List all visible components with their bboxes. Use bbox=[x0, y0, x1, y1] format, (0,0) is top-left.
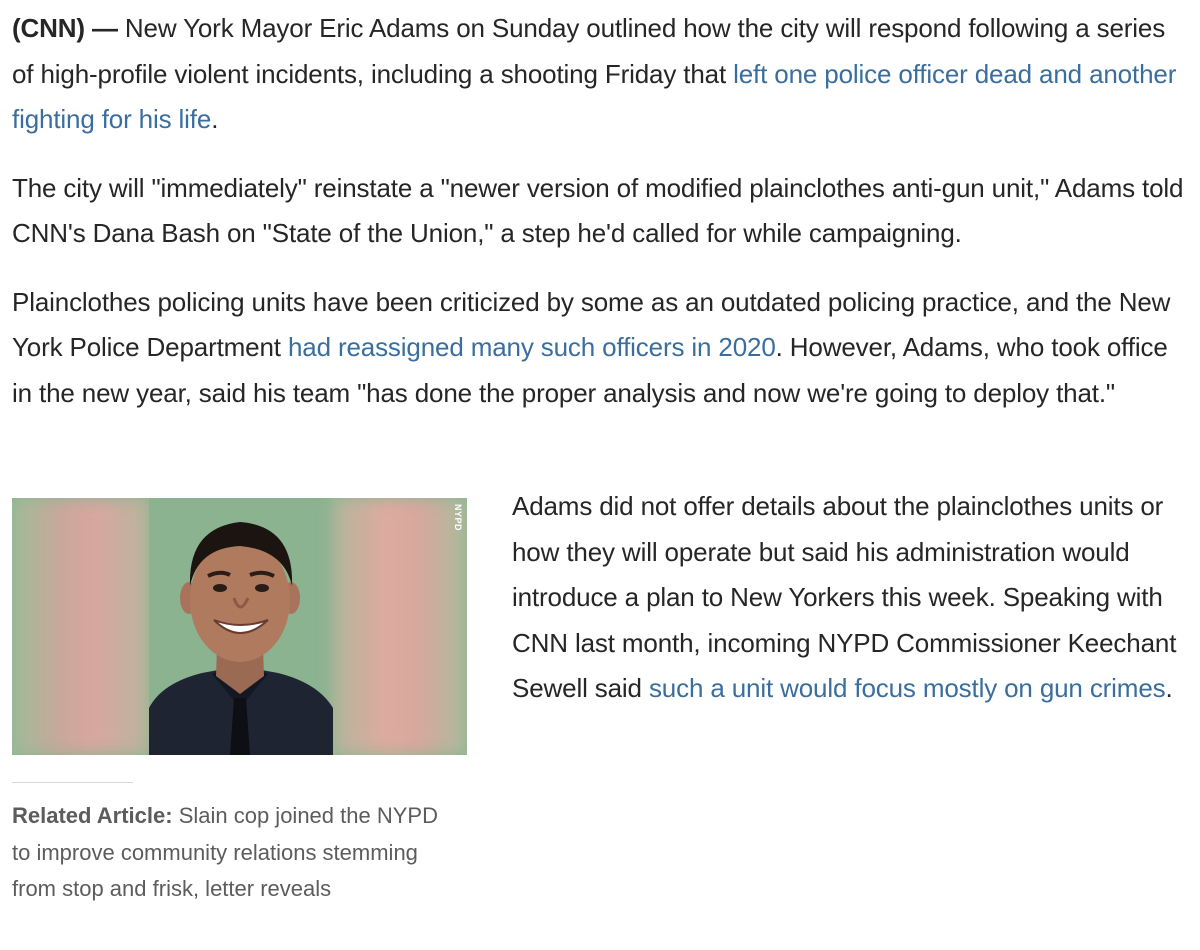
related-article[interactable] bbox=[12, 798, 442, 908]
related-article-text: Slain cop joined the NYPD to improve community relations stemming from stop and frisk, letter reveals bbox=[12, 803, 438, 901]
officer-photo[interactable] bbox=[12, 498, 467, 755]
article-body bbox=[12, 6, 1192, 439]
paragraph-4 bbox=[512, 484, 1200, 712]
related-article-label: Related Article: bbox=[12, 803, 173, 828]
caption-divider bbox=[12, 782, 133, 783]
nypd-watermark: NYPD bbox=[453, 504, 463, 532]
paragraph-4-text-after: . bbox=[1165, 673, 1173, 703]
paragraph-3 bbox=[12, 280, 1192, 417]
link-reassigned-officers[interactable]: had reassigned many such officers in 2020 bbox=[287, 332, 776, 362]
media-row bbox=[12, 491, 1192, 950]
paragraph-3-text-before: Plainclothes policing units have been criticized by some as an outdated policing practice, and the New York Police Department bbox=[12, 286, 1171, 362]
paragraph-4-text-before: Adams did not offer details about the plainclothes units or how they will operate but said his administration would introduce a plan to New Yorkers this week. Speaking with CNN last month, incoming NYPD Commissioner Keechant Sewell said bbox=[512, 491, 1177, 703]
link-officer-shooting[interactable]: left one police officer dead and another fighting for his life bbox=[12, 58, 1177, 134]
paragraph-2: The city will "immediately" reinstate a "newer version of modified plainclothes anti-gun unit," Adams told CNN's Dana Bash on "State of the Union," a step he'd called for while campaigning. bbox=[12, 172, 1184, 248]
paragraph-1 bbox=[12, 6, 1192, 143]
officer-portrait-icon bbox=[12, 498, 467, 755]
paragraph-3-text-after: . However, Adams, who took office in the new year, said his team "has done the proper analysis and now we're going to deploy that." bbox=[12, 332, 1168, 408]
paragraph-1-text-before: New York Mayor Eric Adams on Sunday outlined how the city will respond following a series of high-profile violent incidents, including a shooting Friday that bbox=[12, 13, 1166, 89]
paragraph-1-text-after: . bbox=[211, 104, 219, 134]
link-unit-gun-crimes[interactable]: such a unit would focus mostly on gun crimes bbox=[648, 673, 1166, 703]
dateline: (CNN) — bbox=[12, 13, 118, 43]
